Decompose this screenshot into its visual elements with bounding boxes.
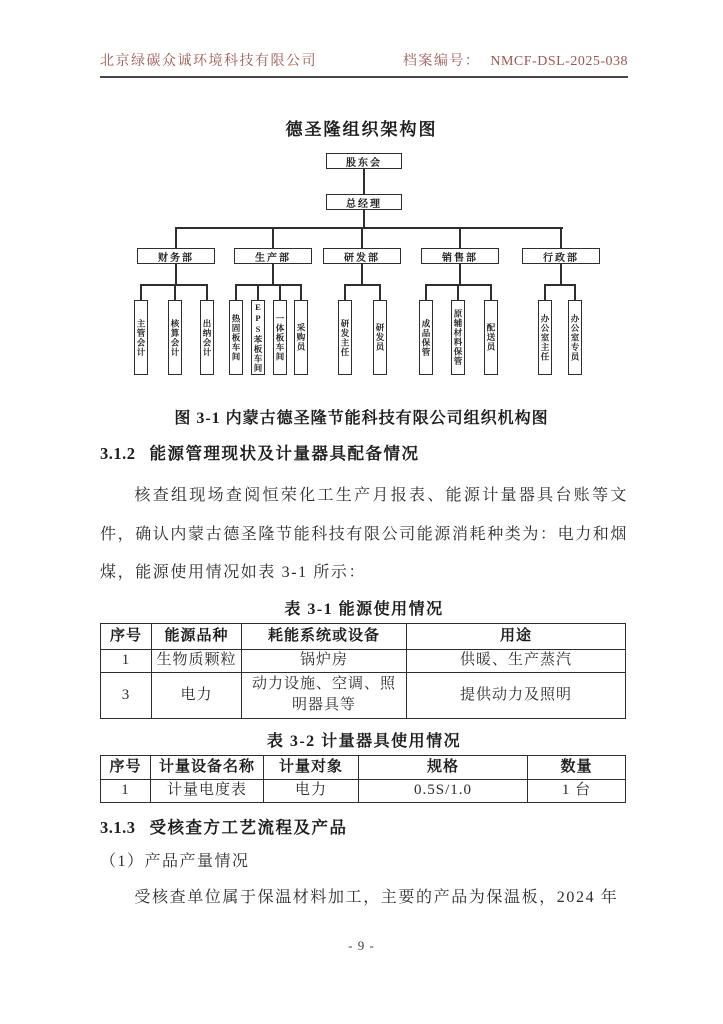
- org-role-cost-accountant: 核算会计: [168, 300, 182, 375]
- org-connector: [140, 285, 142, 301]
- org-role-cashier-accountant: 出纳会计: [200, 300, 214, 375]
- archive-label: 档案编号：: [402, 54, 481, 69]
- section-title: 受核查方工艺流程及产品: [149, 817, 348, 837]
- cell: 电力: [152, 672, 242, 718]
- org-connector: [459, 228, 461, 248]
- org-box-general-manager: 总经理: [326, 194, 402, 210]
- org-connector: [363, 209, 365, 228]
- col-header: 耗能系统或设备: [242, 623, 407, 649]
- cell: 3: [101, 672, 152, 718]
- org-connector: [544, 284, 576, 286]
- paragraph-energy-overview: 核查组现场查阅恒荣化工生产月报表、能源计量器具台账等文件，确认内蒙古德圣隆节能科技有限公司能源消耗种类为：电力和烟煤，能源使用情况如表 3-1 所示：: [100, 487, 629, 581]
- org-connector: [361, 263, 363, 285]
- org-connector: [257, 285, 259, 301]
- cell: 1 台: [528, 779, 626, 802]
- energy-usage-table: [100, 623, 626, 719]
- section-number: 3.1.3: [100, 817, 136, 837]
- cell: 1: [101, 779, 151, 802]
- org-role-thermoset-workshop: 热固板车间: [229, 300, 243, 375]
- document-body: [100, 443, 628, 909]
- section-title: 能源管理现状及计量器具配备情况: [149, 444, 420, 463]
- org-box-shareholders: 股东会: [326, 153, 402, 169]
- org-connector: [574, 285, 576, 301]
- header-archive: [403, 50, 628, 70]
- org-dept-rnd: 研发部: [323, 248, 401, 264]
- org-connector: [175, 228, 177, 248]
- org-role-eps-workshop: EPS苯板车间: [253, 302, 263, 373]
- org-connector: [459, 263, 461, 285]
- table-header-row: [101, 623, 626, 649]
- org-connector: [544, 285, 546, 301]
- table1-title: 表 3-1 能源使用情况: [284, 600, 444, 618]
- cell: 提供动力及照明: [407, 672, 626, 718]
- org-role-product-keeper: 成品保管: [419, 300, 433, 375]
- subsection-product-output: （1）产品产量情况: [100, 852, 250, 870]
- org-connector: [560, 263, 562, 285]
- org-connector: [344, 285, 346, 301]
- org-role-rnd-director: 研发主任: [338, 300, 352, 375]
- org-role-office-director: 办公室主任: [538, 300, 552, 375]
- cell: 供暖、生产蒸汽: [407, 649, 626, 672]
- col-header: 规格: [359, 755, 528, 779]
- cell: 动力设施、空调、照明器具等: [242, 672, 407, 718]
- col-header: 序号: [101, 755, 151, 779]
- col-header: 能源品种: [152, 623, 242, 649]
- org-chart-title: 德圣隆组织架构图: [285, 120, 438, 139]
- cell: 计量电度表: [151, 779, 264, 802]
- org-dept-admin: 行政部: [522, 248, 600, 264]
- org-role-purchaser: 采购员: [294, 300, 308, 375]
- org-connector: [272, 228, 274, 248]
- col-header: 计量对象: [264, 755, 359, 779]
- org-connector: [363, 168, 365, 195]
- org-connector: [235, 284, 302, 286]
- org-connector: [174, 285, 176, 301]
- section-heading-313: [100, 817, 628, 839]
- archive-number: NMCF-DSL-2025-038: [490, 54, 628, 69]
- figure-caption: 图 3-1 内蒙古德圣隆节能科技有限公司组织机构图: [174, 410, 549, 427]
- org-connector: [560, 228, 562, 248]
- org-connector: [272, 263, 274, 285]
- col-header: 用途: [407, 623, 626, 649]
- org-role-panel-workshop: 一体板车间: [273, 300, 287, 375]
- org-connector: [235, 285, 237, 301]
- org-connector: [175, 263, 177, 285]
- org-connector: [175, 227, 563, 229]
- org-connector: [379, 285, 381, 301]
- table2-title: 表 3-2 计量器具使用情况: [266, 732, 462, 750]
- org-connector: [457, 285, 459, 301]
- header-company-name: 北京绿碳众诚环境科技有限公司: [100, 54, 317, 69]
- org-connector: [344, 284, 381, 286]
- org-connector: [206, 285, 208, 301]
- col-header: 数量: [528, 755, 626, 779]
- cell: 1: [101, 649, 152, 672]
- page-header: [100, 50, 628, 78]
- org-connector: [490, 285, 492, 301]
- table-header-row: [101, 755, 626, 779]
- org-role-rnd-staff: 研发员: [373, 300, 387, 375]
- paragraph-product: 受核查单位属于保温材料加工，主要的产品为保温板，2024 年: [134, 888, 619, 906]
- table-row: [101, 779, 626, 802]
- org-role-chief-accountant: 主管会计: [134, 300, 148, 375]
- page-number: - 9 -: [348, 938, 375, 953]
- cell: 生物质颗粒: [152, 649, 242, 672]
- org-role-office-specialist: 办公室专员: [568, 300, 582, 375]
- org-connector: [361, 228, 363, 248]
- org-dept-sales: 销售部: [421, 248, 499, 264]
- cell: 电力: [264, 779, 359, 802]
- section-number: 3.1.2: [100, 444, 136, 463]
- org-dept-finance: 财务部: [137, 248, 215, 264]
- cell: 锅炉房: [242, 649, 407, 672]
- org-dept-production: 生产部: [234, 248, 312, 264]
- table-row: [101, 649, 626, 672]
- org-connector: [300, 285, 302, 301]
- col-header: 序号: [101, 623, 152, 649]
- org-connector: [425, 285, 427, 301]
- org-connector: [279, 285, 281, 301]
- cell: 0.5S/1.0: [359, 779, 528, 802]
- org-role-material-keeper: 原辅材料保管: [451, 300, 465, 375]
- table-row: [101, 672, 626, 718]
- col-header: 计量设备名称: [151, 755, 264, 779]
- measuring-instruments-table: [100, 755, 626, 803]
- org-role-delivery-staff: 配送员: [484, 300, 498, 375]
- section-heading-312: [100, 443, 628, 465]
